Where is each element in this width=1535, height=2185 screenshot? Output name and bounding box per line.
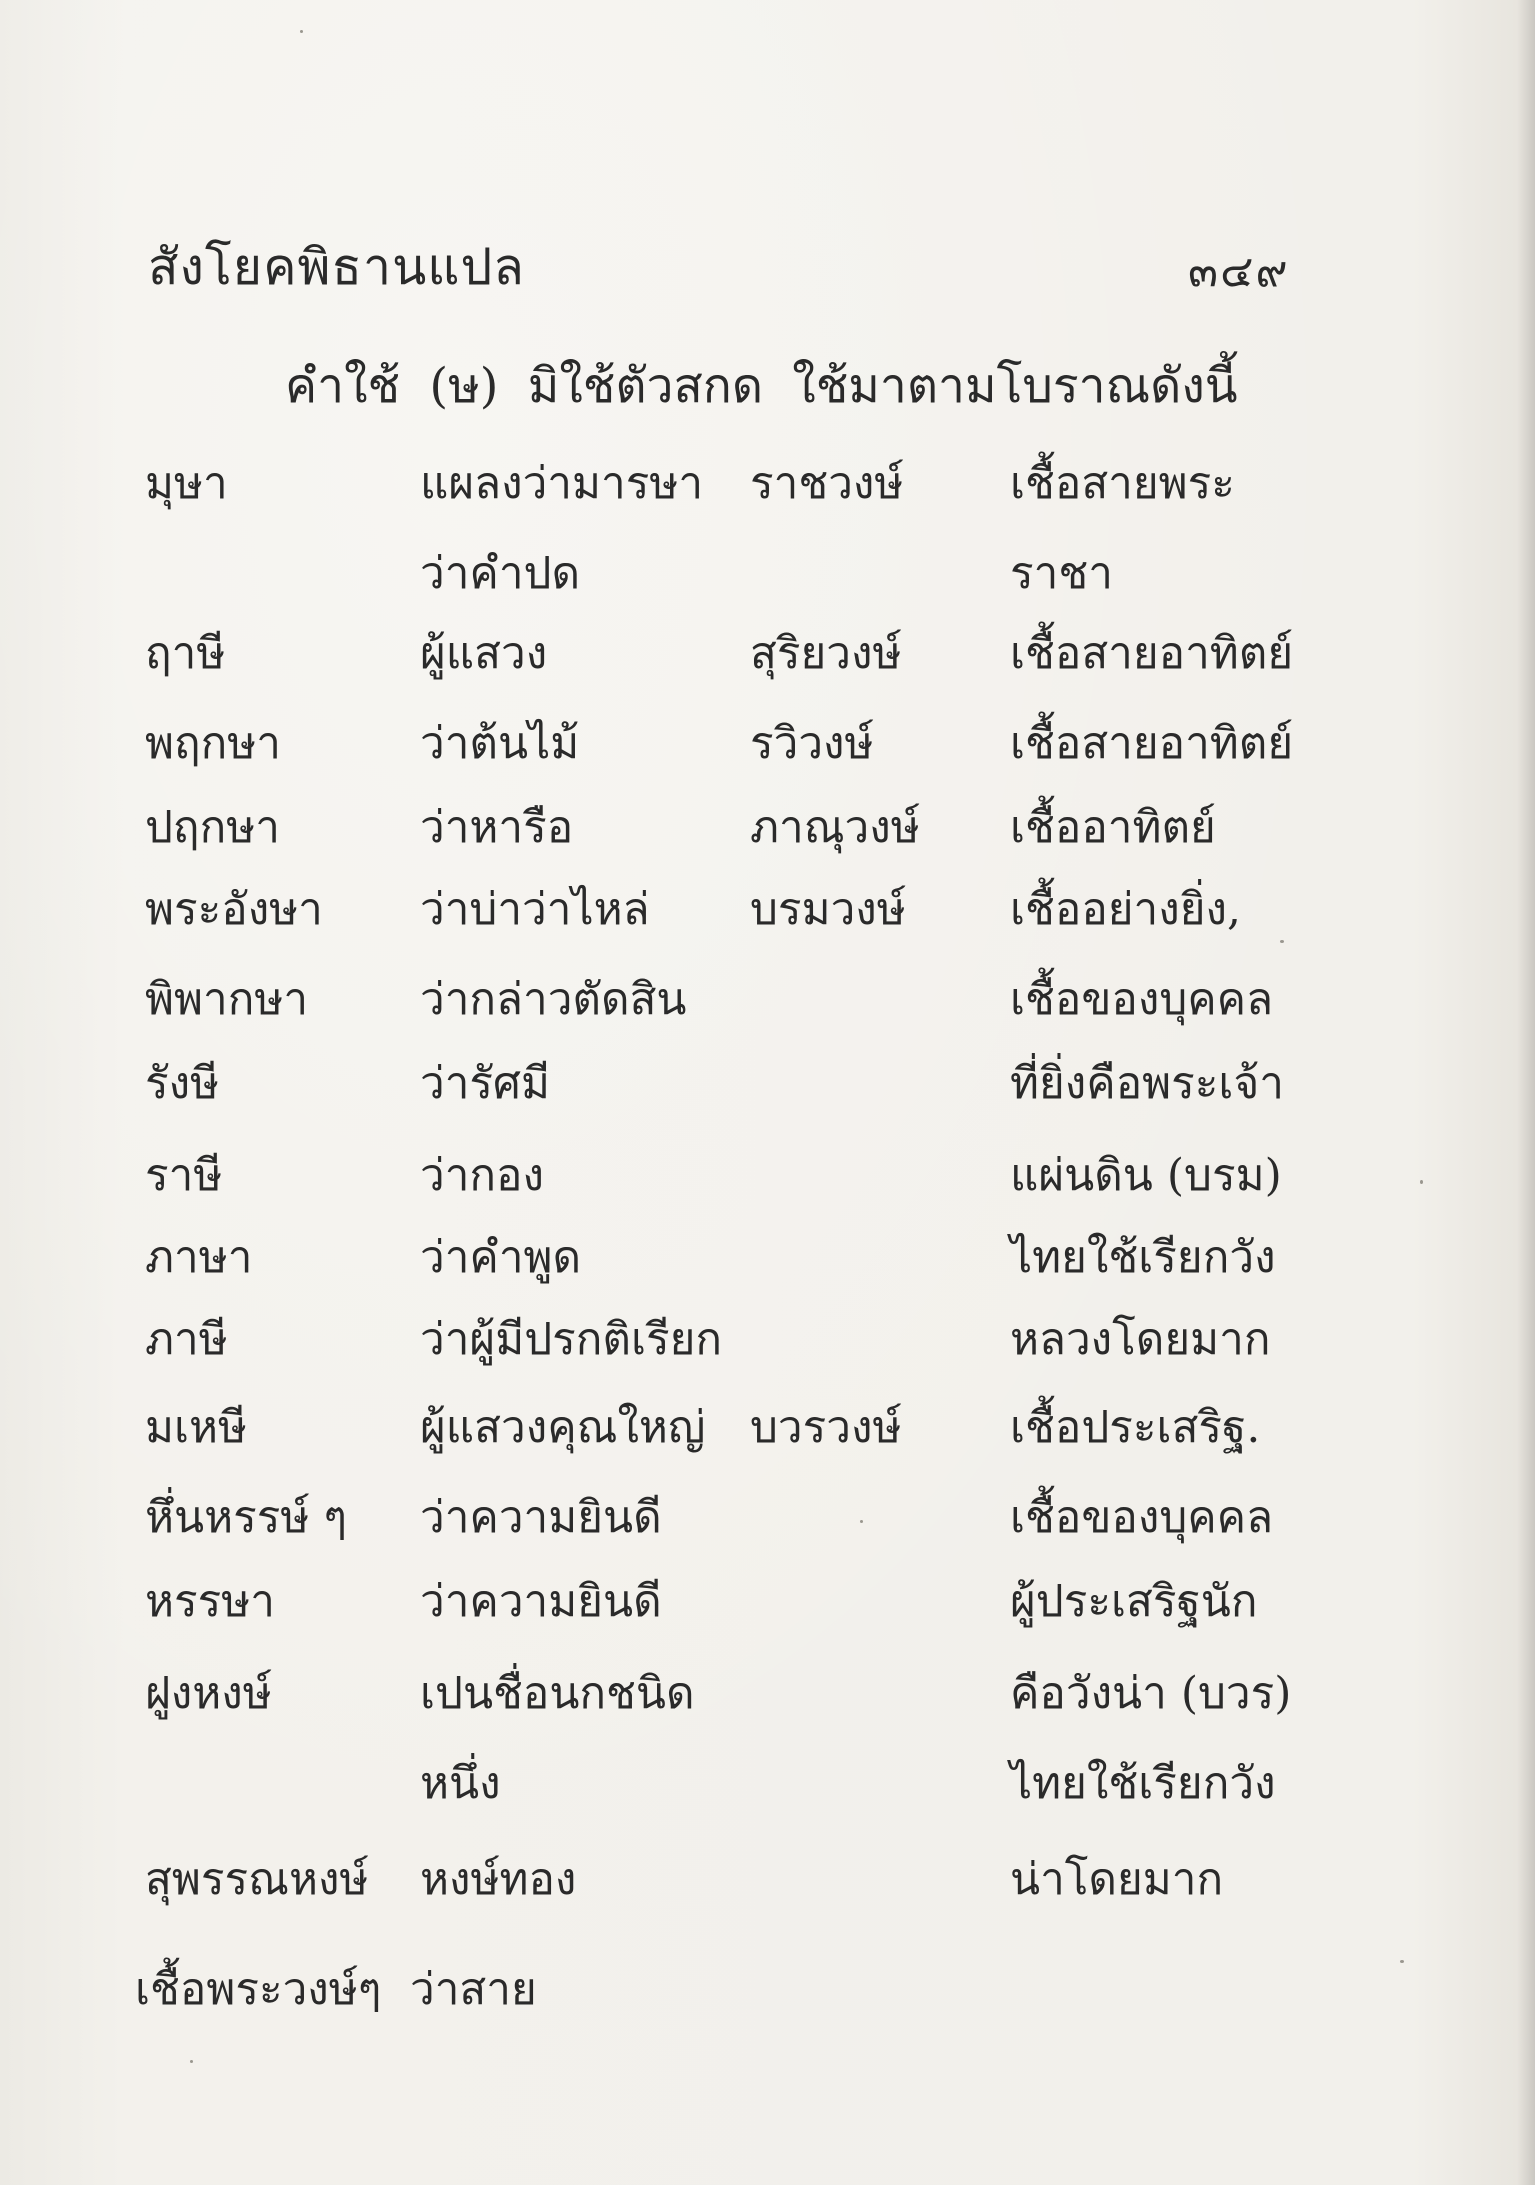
word-cell: มุษา bbox=[145, 458, 228, 509]
word-cell: มเหษี bbox=[145, 1402, 248, 1453]
word-cell: หรรษา bbox=[145, 1576, 275, 1627]
meaning-cell: เชื้อสายพระ bbox=[1010, 458, 1235, 509]
meaning-cell: เชื้ออาทิตย์ bbox=[1010, 802, 1216, 853]
word-cell: สุริยวงษ์ bbox=[750, 628, 902, 679]
section-subheading: คำใช้ (ษ) มิใช้ตัวสกด ใช้มาตามโบราณดังนี้ bbox=[285, 358, 1238, 414]
meaning-cell: ราชา bbox=[1010, 548, 1113, 599]
meaning-cell: ว่าคำพูด bbox=[420, 1232, 582, 1283]
page-number: ๓๔๙ bbox=[1188, 246, 1290, 297]
meaning-cell: เชื้ออย่างยิ่ง, bbox=[1010, 884, 1241, 935]
meaning-cell: น่าโดยมาก bbox=[1010, 1854, 1224, 1905]
meaning-cell: หนึ่ง bbox=[420, 1758, 501, 1809]
word-cell: ภาษา bbox=[145, 1232, 253, 1283]
word-cell: พิพากษา bbox=[145, 974, 309, 1025]
meaning-cell: ว่ากล่าวตัดสิน bbox=[420, 974, 687, 1025]
meaning-cell: แผลงว่ามารษา bbox=[420, 458, 704, 509]
paper-speck bbox=[190, 2060, 193, 2063]
meaning-cell: ที่ยิ่งคือพระเจ้า bbox=[1010, 1058, 1284, 1109]
meaning-cell: ว่าต้นไม้ bbox=[420, 718, 580, 769]
meaning-cell: เปนชื่อนกชนิด bbox=[420, 1668, 695, 1719]
meaning-cell: ว่าหารือ bbox=[420, 802, 574, 853]
meaning-cell: ว่าผู้มีปรกติเรียก bbox=[420, 1314, 723, 1365]
word-cell: สุพรรณหงษ์ bbox=[145, 1854, 369, 1905]
paper-speck bbox=[300, 30, 303, 33]
meaning-cell: เชื้อประเสริฐ. bbox=[1010, 1402, 1261, 1453]
book-title: สังโยคพิธานแปล bbox=[148, 238, 525, 296]
word-cell: ภาณุวงษ์ bbox=[750, 802, 920, 853]
word-cell: ราชวงษ์ bbox=[750, 458, 904, 509]
paper-speck bbox=[860, 1520, 863, 1523]
meaning-cell: ว่ารัศมี bbox=[420, 1058, 550, 1109]
meaning-cell: ไทยใช้เรียกวัง bbox=[1010, 1758, 1276, 1809]
word-cell: ฝูงหงษ์ bbox=[145, 1668, 272, 1719]
word-cell: ฤาษี bbox=[145, 628, 226, 679]
meaning-cell: หงษ์ทอง bbox=[420, 1854, 577, 1905]
meaning-cell: ว่าบ่าว่าไหล่ bbox=[420, 884, 650, 935]
meaning-cell: เชื้อของบุคคล bbox=[1010, 974, 1274, 1025]
meaning-cell: ว่ากอง bbox=[420, 1150, 544, 1201]
meaning-cell: เชื้อสายอาทิตย์ bbox=[1010, 628, 1294, 679]
word-cell: หึ่นหรรษ์ ๆ bbox=[145, 1492, 347, 1543]
word-cell: เชื้อพระวงษ์ๆ bbox=[135, 1964, 382, 2015]
word-cell: ราษี bbox=[145, 1150, 223, 1201]
word-cell: ภาษี bbox=[145, 1314, 228, 1365]
meaning-cell: ว่าความยินดี bbox=[420, 1492, 662, 1543]
meaning-cell: ผู้แสวงคุณใหญ่ bbox=[420, 1402, 706, 1453]
word-cell: บวรวงษ์ bbox=[750, 1402, 902, 1453]
meaning-cell: ผู้ประเสริฐนัก bbox=[1010, 1576, 1258, 1627]
word-cell: ปฤกษา bbox=[145, 802, 280, 853]
word-cell: พฤกษา bbox=[145, 718, 281, 769]
meaning-cell: ว่าสาย bbox=[410, 1964, 537, 2015]
meaning-cell: เชื้อของบุคคล bbox=[1010, 1492, 1274, 1543]
meaning-cell: ว่าความยินดี bbox=[420, 1576, 662, 1627]
meaning-cell: แผ่นดิน (บรม) bbox=[1010, 1150, 1282, 1201]
word-cell: รวิวงษ์ bbox=[750, 718, 874, 769]
word-cell: พระอังษา bbox=[145, 884, 323, 935]
paper-speck bbox=[1280, 940, 1284, 943]
meaning-cell: คือวังน่า (บวร) bbox=[1010, 1668, 1292, 1719]
meaning-cell: ผู้แสวง bbox=[420, 628, 548, 679]
paper-speck bbox=[1400, 1960, 1404, 1963]
word-cell: บรมวงษ์ bbox=[750, 884, 906, 935]
meaning-cell: เชื้อสายอาทิตย์ bbox=[1010, 718, 1294, 769]
paper-speck bbox=[1420, 1180, 1423, 1184]
word-cell: รังษี bbox=[145, 1058, 220, 1109]
meaning-cell: ว่าคำปด bbox=[420, 548, 581, 599]
meaning-cell: ไทยใช้เรียกวัง bbox=[1010, 1232, 1276, 1283]
meaning-cell: หลวงโดยมาก bbox=[1010, 1314, 1271, 1365]
